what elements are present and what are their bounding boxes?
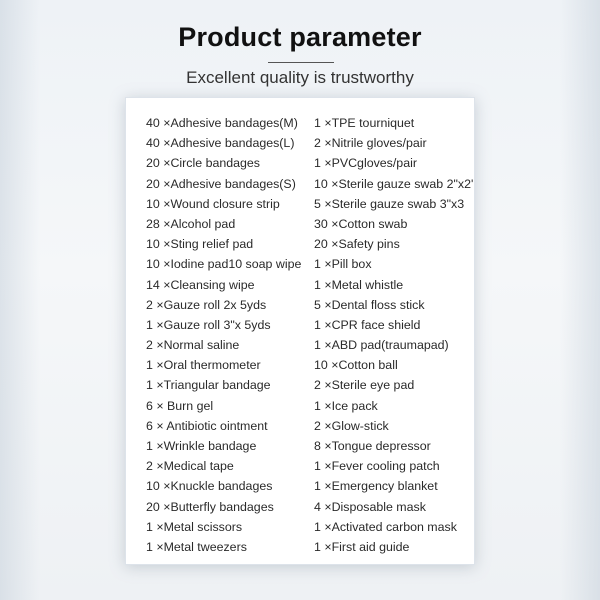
list-item: 10 ×Wound closure strip (146, 196, 280, 211)
list-item: 1 ×Metal tweezers (146, 539, 247, 554)
list-item: 2 ×Nitrile gloves/pair (314, 136, 427, 151)
title-divider (268, 62, 334, 63)
list-item: 2 ×Glow-stick (314, 418, 389, 433)
list-item: 4 ×Disposable mask (314, 499, 426, 514)
list-item: 40 ×Adhesive bandages(M) (146, 116, 298, 130)
list-item: 1 ×Gauze roll 3"x 5yds (146, 317, 271, 332)
list-item: 6 × Burn gel (146, 398, 214, 413)
list-item: 1 ×CPR face shield (314, 317, 421, 332)
list-item: 10 ×Knuckle bandages (146, 479, 273, 494)
list-item: 2 ×Normal saline (146, 338, 240, 353)
list-item: 1 ×Fever cooling patch (314, 459, 440, 474)
list-item: 8 ×Tongue depressor (314, 439, 431, 453)
page-subtitle: Excellent quality is trustworthy (186, 68, 414, 87)
list-item: 1 ×Oral thermometer (146, 358, 261, 373)
list-item: 1 ×First aid guide (314, 539, 410, 554)
list-item: 2 ×Medical tape (146, 459, 234, 474)
list-item: 1 ×Pill box (314, 257, 372, 272)
list-item: 28 ×Alcohol pad (146, 216, 236, 231)
list-item: 6 × Antibiotic ointment (146, 418, 268, 433)
left-edge-shading (0, 0, 40, 600)
list-item: 1 ×TPE tourniquet (314, 116, 415, 130)
list-item: 40 ×Adhesive bandages(L) (146, 136, 295, 151)
contents-list-right (314, 113, 476, 557)
list-item: 2 ×Gauze roll 2x 5yds (146, 297, 267, 312)
list-item: 1 ×Wrinkle bandage (146, 439, 257, 453)
list-item: 5 ×Sterile gauze swab 3"x3 (314, 196, 465, 211)
list-item: 1 ×Metal scissors (146, 519, 243, 534)
list-item: 30 ×Cotton swab (314, 216, 408, 231)
list-item: 1 ×Activated carbon mask (314, 519, 457, 534)
list-item: 10 ×Cotton ball (314, 358, 398, 373)
list-item: 10 ×Sterile gauze swab 2"x2' (314, 176, 474, 191)
list-item: 20 ×Butterfly bandages (146, 499, 274, 514)
list-item: 2 ×Sterile eye pad (314, 378, 415, 393)
list-item: 1 ×Metal whistle (314, 277, 404, 292)
parameter-card (125, 97, 475, 565)
list-item: 1 ×ABD pad(traumapad) (314, 338, 449, 353)
list-item: 1 ×Ice pack (314, 398, 378, 413)
right-edge-shading (560, 0, 600, 600)
page-title: Product parameter (178, 22, 422, 52)
list-item: 1 ×PVCgloves/pair (314, 156, 417, 171)
list-item: 5 ×Dental floss stick (314, 297, 425, 312)
list-item: 1 ×Emergency blanket (314, 479, 438, 494)
list-item: 10 ×Iodine pad10 soap wipe (146, 257, 302, 272)
list-item: 20 ×Safety pins (314, 237, 400, 252)
list-item: 20 ×Circle bandages (146, 156, 261, 171)
list-item: 1 ×Triangular bandage (146, 378, 271, 393)
list-item: 14 ×Cleansing wipe (146, 277, 255, 292)
list-item: 10 ×Sting relief pad (146, 237, 254, 252)
contents-list-left (146, 113, 308, 557)
list-item: 20 ×Adhesive bandages(S) (146, 176, 296, 191)
